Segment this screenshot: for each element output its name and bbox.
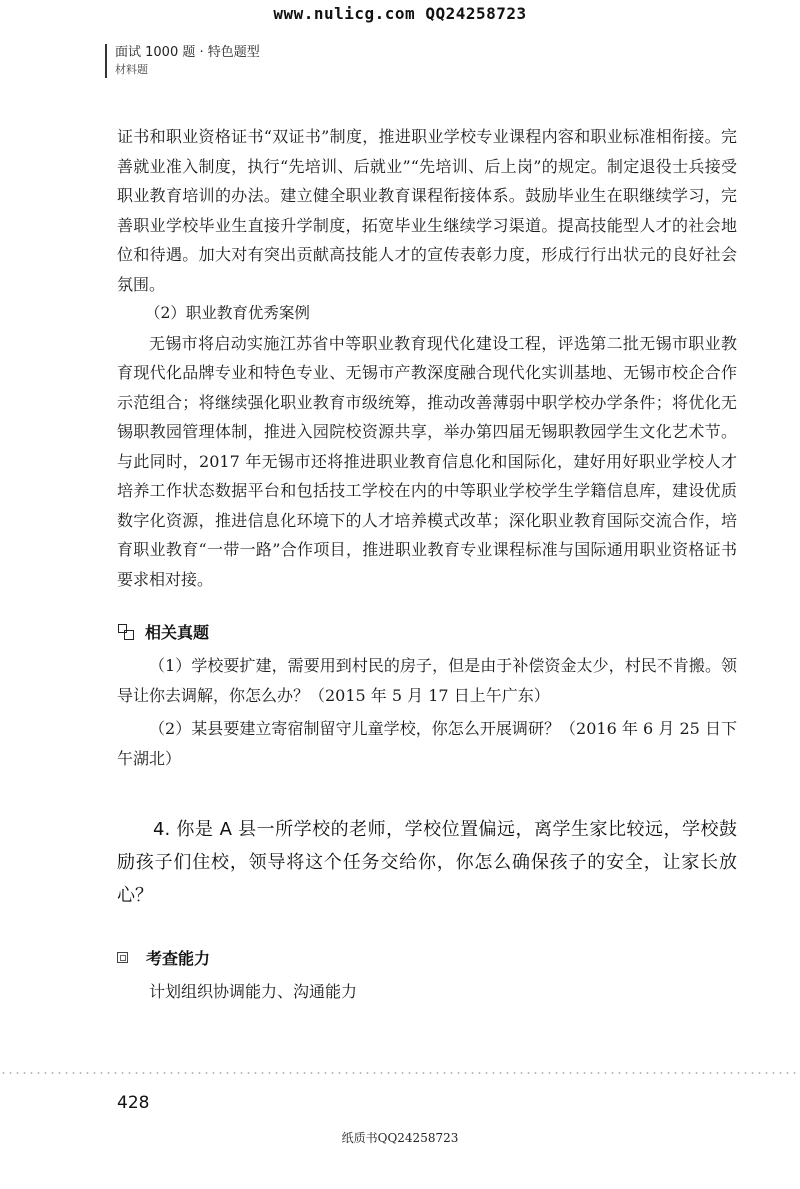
ability-text: 计划组织协调能力、沟通能力 — [149, 982, 358, 1001]
watermark-top: www.nulicg.com QQ24258723 — [273, 4, 527, 23]
ability-heading — [117, 946, 737, 969]
page-content — [117, 122, 737, 1007]
related-question-item: （2）某县要建立寄宿制留守儿童学校，你怎么开展调研？（2016 年 6 月 25 日下午湖北） — [117, 719, 737, 768]
scan-artifact-rule — [0, 1071, 800, 1075]
section-marker-icon — [117, 623, 135, 641]
related-questions-title: 相关真题 — [145, 623, 210, 642]
related-question-item: （1）学校要扩建，需要用到村民的房子，但是由于补偿资金太少，村民不肯搬。领导让你去调解，你怎么办？（2015 年 5 月 17 日上午广东） — [117, 656, 737, 705]
question-block — [117, 813, 737, 912]
running-head-subtitle: 材料题 — [115, 63, 148, 76]
running-head — [105, 44, 260, 78]
page-number: 428 — [117, 1093, 150, 1113]
watermark-bottom: 纸质书QQ24258723 — [341, 1131, 459, 1145]
case-subheading: （2）职业教育优秀案例 — [145, 304, 310, 322]
question-text: 4. 你是 A 县一所学校的老师，学校位置偏远，离学生家比较远，学校鼓励孩子们住校，领导将这个任务交给你，你怎么确保孩子的安全，让家长放心？ — [117, 819, 737, 906]
body-paragraph-continued: 证书和职业资格证书“双证书”制度，推进职业学校专业课程内容和职业标准相衔接。完善就业准入制度，执行“先培训、后就业”“先培训、后上岗”的规定。制定退役士兵接受职业教育培训的办法。建立健全职业教育课程衔接体系。鼓励毕业生在职继续学习，完善职业学校毕业生直接升学制度，拓宽毕业生继续学习渠道。提高技能型人才的社会地位和待遇。加大对有突出贡献高技能人才的宣传表彰力度，形成行行出状元的良好社会氛围。 — [117, 127, 737, 294]
related-questions-heading — [117, 620, 737, 643]
ability-title: 考查能力 — [146, 949, 211, 968]
body-paragraph-case: 无锡市将启动实施江苏省中等职业教育现代化建设工程，评选第二批无锡市职业教育现代化品牌专业和特色专业、无锡市产教深度融合现代化实训基地、无锡市校企合作示范组合；将继续强化职业教育市级统筹，推动改善薄弱中职学校办学条件；将优化无锡职教园管理体制，推进入园院校资源共享，举办第四届无锡职教园学生文化艺术节。与此同时，2017 年无锡市还将推进职业教育信息化和国际化，建好用好职业学校人才培养工作状态数据平台和包括技工学校在内的中等职业学校学生学籍信息库，建设优质数字化资源，推进信息化环境下的人才培养模式改革；深化职业教育国际交流合作，培育职业教育“一带一路”合作项目，推进职业教育专业课程标准与国际通用职业资格证书要求相对接。 — [117, 333, 737, 589]
running-head-title: 面试 1000 题 · 特色题型 — [115, 45, 260, 60]
square-marker-icon — [117, 952, 128, 963]
related-questions-list — [117, 651, 737, 773]
